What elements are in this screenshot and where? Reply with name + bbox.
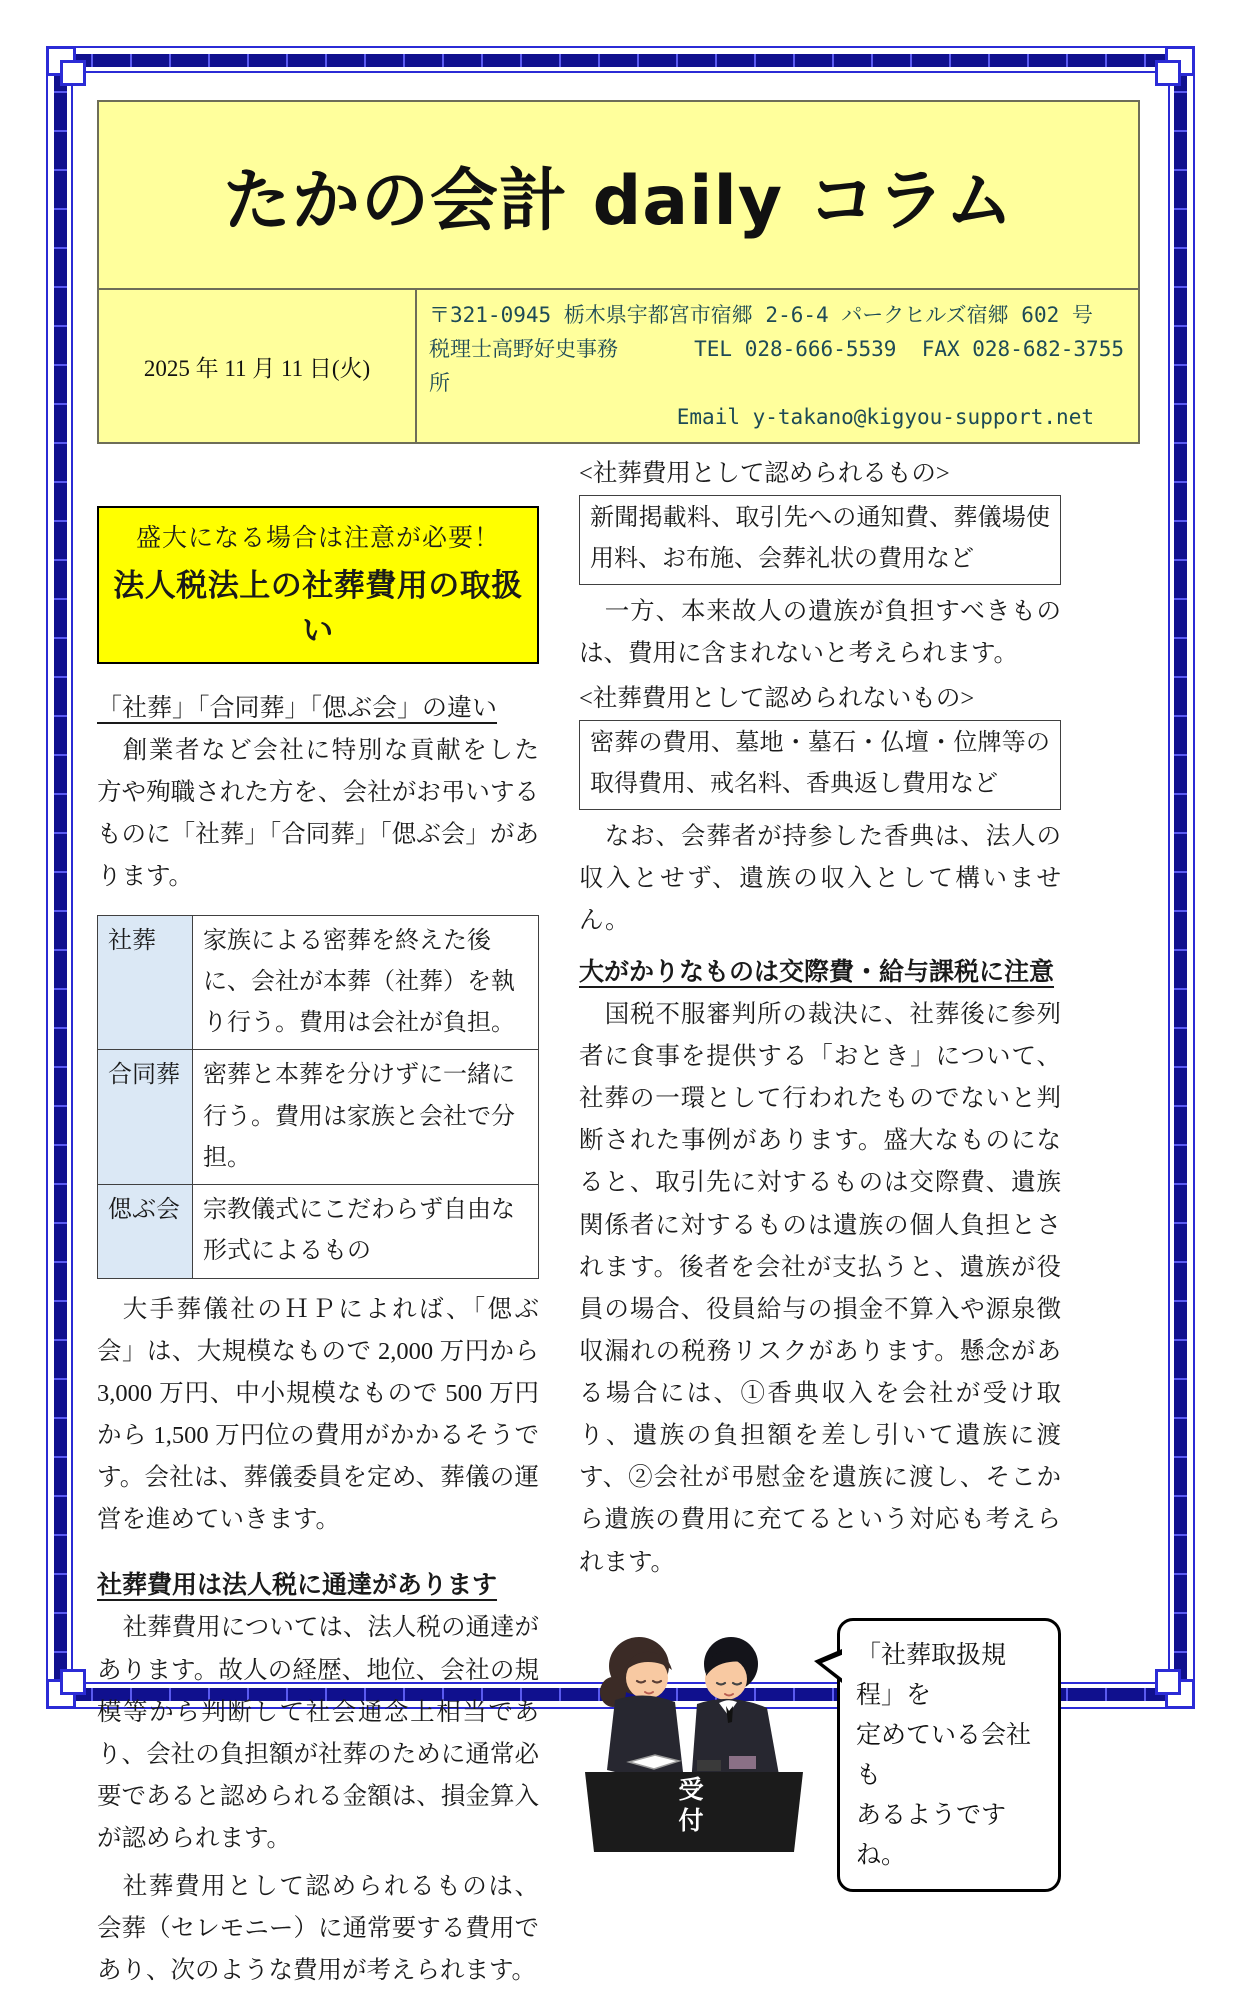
page-border-left	[54, 54, 67, 1701]
figure-row	[579, 1614, 1061, 1892]
article-columns	[97, 450, 1140, 1993]
newsletter-title: たかの会計 daily コラム	[222, 161, 1015, 241]
office-name: 税理士高野好史事務所	[429, 337, 618, 396]
newsletter-page	[97, 100, 1140, 1993]
office-name-tel-line	[429, 332, 1124, 400]
office-contact-block	[417, 290, 1138, 442]
border-corner-ornament	[1155, 60, 1181, 86]
table-row	[98, 915, 539, 1050]
right-column	[579, 450, 1061, 1993]
section-heading-difference: 「社葬」「合同葬」「偲ぶ会」の違い	[97, 695, 498, 723]
border-corner-ornament	[60, 60, 86, 86]
table-term-cell: 偲ぶ会	[98, 1185, 193, 1279]
paragraph: なお、会葬者が持参した香典は、法人の収入とせず、遺族の収入として構いません。	[579, 822, 1061, 934]
headline-kicker: 盛大になる場合は注意が必要！	[135, 523, 500, 553]
heading-allowed-costs: <社葬費用として認められるもの>	[579, 460, 950, 488]
border-corner-ornament	[1155, 1669, 1181, 1695]
article-headline-box	[97, 506, 539, 664]
headline-title: 法人税法上の社葬費用の取扱い	[113, 568, 523, 650]
reception-desk-sign: 受付	[675, 1775, 704, 1838]
table-term-cell: 社葬	[98, 915, 193, 1050]
speech-bubble-line: あるようですね。	[856, 1799, 1007, 1869]
allowed-costs-box: 新聞掲載料、取引先への通知費、葬儀場使用料、お布施、会葬礼状の費用など	[579, 495, 1061, 585]
speech-bubble-line: 定めている会社も	[856, 1719, 1032, 1789]
paragraph: 創業者など会社に特別な貢献をした方や殉職された方を、会社がお弔いするものに「社葬」「合同葬」「偲ぶ会」があります。	[97, 737, 539, 891]
page-border-top	[54, 54, 1187, 67]
table-desc-cell: 宗教儀式にこだわらず自由な形式によるもの	[193, 1185, 539, 1279]
paragraph: 社葬費用については、法人税の通達があります。故人の経歴、地位、会社の規模等から判断して社会通念上相当であり、会社の負担額が社葬のために通常必要であると認められる金額は、損金算入が認められます。	[97, 1614, 539, 1853]
paragraph: 社葬費用として認められるものは、会葬（セレモニー）に通常要する費用であり、次のような費用が考えられます。	[97, 1873, 539, 1985]
office-address: 〒321-0945 栃木県宇都宮市宿郷 2-6-4 パークヒルズ宿郷 602 号	[429, 303, 1093, 327]
left-column	[97, 450, 539, 1993]
newsletter-header	[97, 100, 1140, 444]
speech-bubble-line: 「社葬取扱規程」を	[856, 1639, 1007, 1709]
office-tel-fax: TEL 028-666-5539 FAX 028-682-3755	[694, 337, 1124, 362]
heading-denied-costs: <社葬費用として認められないもの>	[579, 684, 975, 712]
table-desc-cell: 家族による密葬を終えた後に、会社が本葬（社葬）を執り行う。費用は会社が負担。	[193, 915, 539, 1050]
funeral-reception-illustration	[579, 1614, 809, 1854]
paragraph: 国税不服審判所の裁決に、社葬後に参列者に食事を提供する「おとき」について、社葬の一環として行われたものでないと判断された事例があります。盛大なものになると、取引先に対するものは交際費、遺族関係者に対するものは遺族の個人負担とされます。後者を会社が支払うと、遺族が役員の場合、役員給与の損金不算入や源泉徴収漏れの税務リスクがあります。懸念がある場合には、①香典収入を会社が受け取り、遺族の負担額を差し引いて遺族に渡す、②会社が弔慰金を遺族に渡し、そこから遺族の費用に充てるという対応も考えられます。	[579, 1000, 1061, 1576]
page-border-right	[1174, 54, 1187, 1701]
table-term-cell: 合同葬	[98, 1050, 193, 1185]
issue-date: 2025 年 11 月 11 日(火)	[99, 290, 417, 442]
paragraph: 大手葬儀社のＨＰによれば、「偲ぶ会」は、大規模なもので 2,000 万円から 3,000 万円、中小規模なもので 500 万円から 1,500 万円位の費用がかかるそうです。会社は、葬儀委員を定め、葬儀の運営を進めていきます。	[97, 1295, 539, 1534]
section-heading-caution: 大がかりなものは交際費・給与課税に注意	[579, 958, 1055, 986]
office-email: Email y-takano@kigyou-support.net	[676, 405, 1094, 430]
section-heading-tax-notice: 社葬費用は法人税に通達があります	[97, 1572, 498, 1600]
denied-costs-box: 密葬の費用、墓地・墓石・仏壇・位牌等の取得費用、戒名料、香典返し費用など	[579, 720, 1061, 810]
table-row	[98, 1050, 539, 1185]
funeral-types-table	[97, 915, 539, 1279]
table-row	[98, 1185, 539, 1279]
border-corner-ornament	[60, 1669, 86, 1695]
paragraph: 一方、本来故人の遺族が負担すべきものは、費用に含まれないと考えられます。	[579, 597, 1061, 667]
table-desc-cell: 密葬と本葬を分けずに一緒に行う。費用は家族と会社で分担。	[193, 1050, 539, 1185]
header-info-row	[99, 288, 1138, 442]
